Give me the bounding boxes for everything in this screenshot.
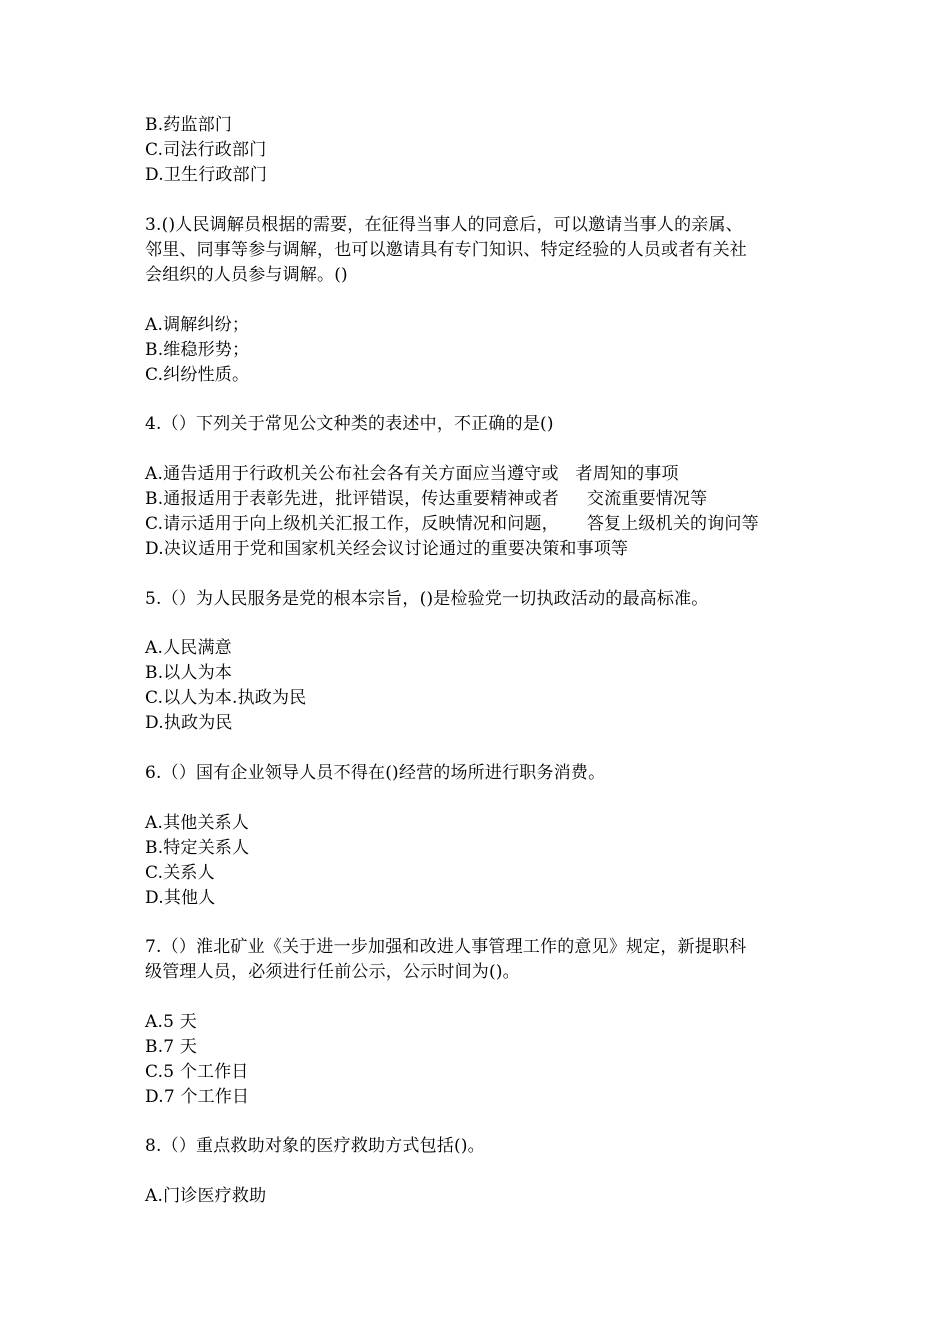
option-line: C.关系人 [145,863,215,883]
option-line: A.其他关系人 [145,813,250,833]
option-line: A.门诊医疗救助 [145,1186,267,1206]
option-line: C.5 个工作日 [145,1062,249,1082]
option-line: D.执政为民 [145,713,233,733]
question-line: 级管理人员，必须进行任前公示，公示时间为()。 [145,962,520,982]
option-line: B.7 天 [145,1037,198,1057]
option-line: C.请示适用于向上级机关汇报工作，反映情况和问题， 答复上级机关的询问等 [145,514,759,534]
option-line: B.特定关系人 [145,838,250,858]
option-line: A.调解纠纷； [145,315,250,335]
option-line: A.通告适用于行政机关公布社会各有关方面应当遵守或 者周知的事项 [145,464,679,484]
option-line: C.司法行政部门 [145,140,267,160]
option-line: A.人民满意 [145,638,232,658]
option-line: C.以人为本.执政为民 [145,688,307,708]
question-line: 8.（）重点救助对象的医疗救助方式包括()。 [145,1136,485,1156]
question-line: 会组织的人员参与调解。() [145,265,348,285]
option-line: D.其他人 [145,888,216,908]
question-line: 7.（）淮北矿业《关于进一步加强和改进人事管理工作的意见》规定，新提职科 [145,937,747,957]
question-line: 5.（）为人民服务是党的根本宗旨，()是检验党一切执政活动的最高标准。 [145,589,709,609]
question-line: 6.（）国有企业领导人员不得在()经营的场所进行职务消费。 [145,763,606,783]
option-line: B.通报适用于表彰先进，批评错误，传达重要精神或者 交流重要情况等 [145,489,708,509]
question-line: 4.（）下列关于常见公文种类的表述中，不正确的是() [145,414,554,434]
option-line: C.纠纷性质。 [145,365,250,385]
option-line: D.决议适用于党和国家机关经会议讨论通过的重要决策和事项等 [145,539,629,559]
option-line: B.以人为本 [145,663,233,683]
question-line: 邻里、同事等参与调解，也可以邀请具有专门知识、特定经验的人员或者有关社 [145,240,747,260]
option-line: D.卫生行政部门 [145,165,268,185]
option-line: A.5 天 [145,1012,197,1032]
question-line: 3.()人民调解员根据的需要，在征得当事人的同意后，可以邀请当事人的亲属、 [145,215,743,235]
option-line: B.药监部门 [145,115,233,135]
option-line: D.7 个工作日 [145,1087,250,1107]
option-line: B.维稳形势； [145,340,250,360]
